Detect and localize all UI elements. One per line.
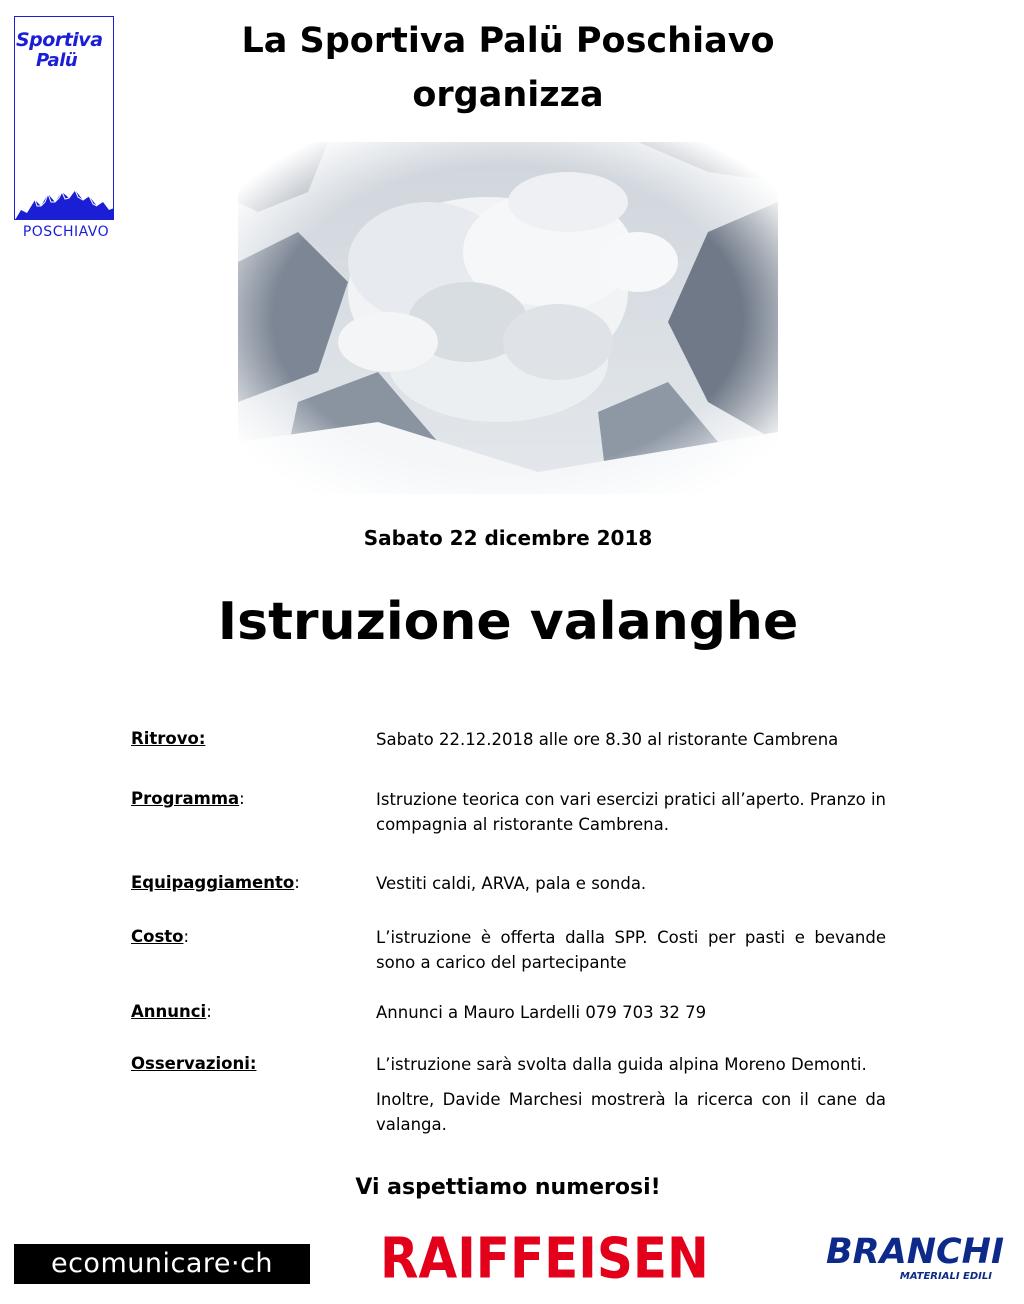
value-costo: L’istruzione è offerta dalla SPP. Costi per pasti e bevande sono a carico del partecipante bbox=[376, 928, 886, 972]
label-annunci bbox=[131, 1002, 212, 1021]
label-costo-text: Costo bbox=[131, 927, 184, 946]
value-programma: Istruzione teorica con vari esercizi pratici all’aperto. Pranzo in compagnia al ristorante Cambrena. bbox=[376, 790, 886, 834]
event-title: Istruzione valanghe bbox=[217, 592, 799, 652]
page-header bbox=[0, 14, 1016, 122]
label-programma-colon: : bbox=[239, 789, 245, 808]
value-equipaggiamento: Vestiti caldi, ARVA, pala e sonda. bbox=[376, 874, 647, 893]
avalanche-photo bbox=[238, 142, 778, 494]
sponsor-raiffeisen-logo: RAIFFEISEN bbox=[380, 1226, 709, 1291]
value-osservazioni-2: Inoltre, Davide Marchesi mostrerà la ricerca con il cane da valanga. bbox=[376, 1090, 886, 1134]
label-osservazioni bbox=[131, 1054, 256, 1073]
header-organizza: organizza bbox=[412, 75, 604, 115]
logo-text-sportiva: Sportiva bbox=[16, 29, 103, 51]
label-costo bbox=[131, 927, 189, 946]
value-osservazioni-1: L’istruzione sarà svolta dalla guida alpina Moreno Demonti. bbox=[376, 1055, 867, 1074]
sponsor-branchi-subtitle: MATERIALI EDILI bbox=[899, 1271, 992, 1282]
logo-text-palu: Palü bbox=[36, 50, 78, 71]
label-programma-text: Programma bbox=[131, 789, 240, 808]
label-equipaggiamento-text: Equipaggiamento bbox=[131, 873, 295, 892]
sponsor-ecomunicare-logo: ecomunicare·ch bbox=[14, 1244, 310, 1284]
label-annunci-colon: : bbox=[206, 1002, 212, 1021]
label-ritrovo-text: Ritrovo: bbox=[131, 729, 206, 748]
label-annunci-text: Annunci bbox=[131, 1002, 207, 1021]
label-equipaggiamento bbox=[131, 873, 300, 892]
value-ritrovo: Sabato 22.12.2018 alle ore 8.30 al ristorante Cambrena bbox=[376, 730, 839, 749]
header-organizer: La Sportiva Palü Poschiavo bbox=[241, 21, 775, 61]
label-programma bbox=[131, 789, 245, 808]
value-annunci: Annunci a Mauro Lardelli 079 703 32 79 bbox=[376, 1003, 707, 1022]
label-equipaggiamento-colon: : bbox=[294, 873, 300, 892]
sponsor-branchi-logo: BRANCHI bbox=[825, 1232, 1004, 1272]
label-ritrovo bbox=[131, 729, 205, 748]
logo-town: POSCHIAVO bbox=[22, 224, 110, 240]
label-osservazioni-text: Osservazioni: bbox=[131, 1054, 257, 1073]
event-date: Sabato 22 dicembre 2018 bbox=[363, 526, 653, 550]
label-costo-colon: : bbox=[183, 927, 190, 946]
mountain-icon bbox=[15, 188, 114, 220]
closing-message: Vi aspettiamo numerosi! bbox=[355, 1175, 661, 1200]
